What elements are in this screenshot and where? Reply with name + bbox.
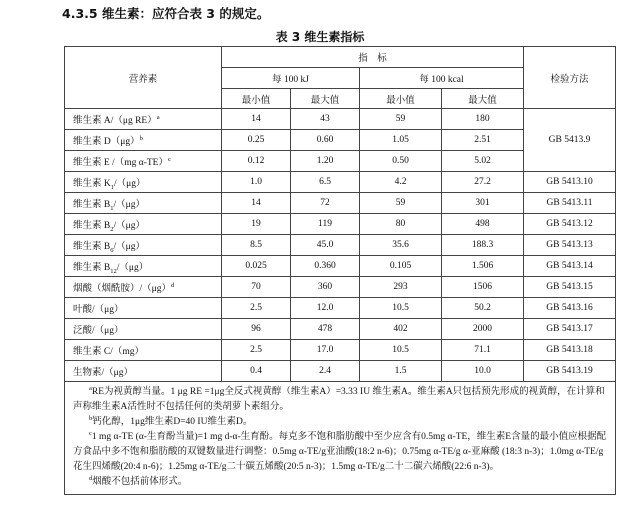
footnote-c: $^c$1 mg α-TE (α-生育酚当量)=1 mg d-α-生育酚。每克多不饱和脂肪酸中至少应含有0.5mg α-TE，维生素E含量的最小值应根据配方食品中多不饱和脂肪酸的双键数量进行调整：0.5mg α-TE/g亚油酸(18:2 n-6)；0.75mg α-TE/g α-亚麻酸 (18:3 n-3)；1.0mg α-TE/g花生四烯酸(20:4 n-6)；1.25mg α-TE/g二十碳五烯酸(20:5 n-3)；1.5mg α-TE/g二十二碳六烯酸(22:6 n-3)。	[73, 429, 607, 472]
kj-max-value: 119	[291, 214, 360, 235]
test-method: GB 5413.19	[524, 361, 616, 382]
kj-min-value: 0.25	[222, 130, 291, 151]
table-row	[65, 172, 616, 193]
kcal-max-value: 10.0	[442, 361, 524, 382]
nutrient-name: 维生素 $B_2/(\mu g)$	[65, 214, 222, 235]
kj-min-value: 2.5	[222, 340, 291, 361]
kcal-max-value: 5.02	[442, 151, 524, 172]
footnote-d: $^d$烟酸不包括前体形式。	[89, 474, 188, 487]
table-footnotes	[65, 382, 616, 495]
kj-min-value: 14	[222, 109, 291, 130]
nutrient-name: 叶酸/（μg）	[65, 298, 222, 319]
test-method: GB 5413.13	[524, 235, 616, 256]
kcal-max-value: 188.3	[442, 235, 524, 256]
test-method: GB 5413.15	[524, 277, 616, 298]
table-caption: 表 3 维生素指标	[275, 30, 365, 44]
kcal-max-value: 1506	[442, 277, 524, 298]
kj-max-value: 0.360	[291, 256, 360, 277]
header-indicator: 指 标	[222, 47, 524, 68]
header-nutrient: 营养素	[65, 47, 222, 109]
test-method: GB 5413.18	[524, 340, 616, 361]
kcal-min-value: 0.50	[360, 151, 442, 172]
kj-max-value: 72	[291, 193, 360, 214]
table-body	[65, 109, 616, 382]
footnote-b: $^b$钙化醇，1μg维生素D=40 IU维生素D。	[89, 414, 253, 427]
kj-max-value: 45.0	[291, 235, 360, 256]
kcal-min-value: 0.105	[360, 256, 442, 277]
test-method: GB 5413.9	[524, 109, 616, 172]
kcal-min-value: 10.5	[360, 340, 442, 361]
kj-min-value: 2.5	[222, 298, 291, 319]
nutrient-name: 维生素 C/（mg）	[65, 340, 222, 361]
kcal-max-value: 71.1	[442, 340, 524, 361]
table-row	[65, 214, 616, 235]
kj-min-value: 0.12	[222, 151, 291, 172]
kj-min-value: 1.0	[222, 172, 291, 193]
kcal-max-value: 1.506	[442, 256, 524, 277]
kcal-max-value: 180	[442, 109, 524, 130]
kcal-min-value: 293	[360, 277, 442, 298]
section-heading: 4.3.5 维生素：应符合表 3 的规定。	[62, 6, 270, 21]
kj-min-value: 0.4	[222, 361, 291, 382]
nutrient-name: 维生素 $K_1/(\mu g)$	[65, 172, 222, 193]
kcal-max-value: 27.2	[442, 172, 524, 193]
kj-max-value: 0.60	[291, 130, 360, 151]
kj-max-value: 478	[291, 319, 360, 340]
header-kj-min: 最小值	[222, 89, 291, 109]
kj-max-value: 12.0	[291, 298, 360, 319]
kj-min-value: 0.025	[222, 256, 291, 277]
kcal-min-value: 80	[360, 214, 442, 235]
kcal-min-value: 35.6	[360, 235, 442, 256]
header-method: 检验方法	[524, 47, 616, 109]
nutrient-name: 生物素/（μg）	[65, 361, 222, 382]
kcal-max-value: 2000	[442, 319, 524, 340]
nutrient-name: 维生素 $D(\mu g)^b$	[65, 130, 222, 151]
kcal-min-value: 10.5	[360, 298, 442, 319]
kcal-min-value: 402	[360, 319, 442, 340]
kj-min-value: 19	[222, 214, 291, 235]
kcal-min-value: 1.5	[360, 361, 442, 382]
test-method: GB 5413.10	[524, 172, 616, 193]
table-row	[65, 256, 616, 277]
table-row	[65, 298, 616, 319]
kcal-max-value: 301	[442, 193, 524, 214]
kj-min-value: 8.5	[222, 235, 291, 256]
table-row	[65, 361, 616, 382]
nutrient-name: 维生素 E /（mg α-TE）$^c$	[65, 151, 222, 172]
kj-min-value: 96	[222, 319, 291, 340]
nutrient-name: 泛酸/（μg）	[65, 319, 222, 340]
kcal-max-value: 498	[442, 214, 524, 235]
kj-max-value: 6.5	[291, 172, 360, 193]
nutrient-name: 维生素 $B_{12}/(\mu g)$	[65, 256, 222, 277]
test-method: GB 5413.12	[524, 214, 616, 235]
table-row	[65, 193, 616, 214]
kj-min-value: 14	[222, 193, 291, 214]
vitamin-table	[64, 46, 616, 495]
nutrient-name: 烟酸（烟酰胺）$/(\mu g)^d$	[65, 277, 222, 298]
header-per-100kj: 每 100 kJ	[222, 68, 360, 89]
table-row	[65, 235, 616, 256]
header-kcal-max: 最大值	[442, 89, 524, 109]
kcal-min-value: 59	[360, 193, 442, 214]
kj-max-value: 43	[291, 109, 360, 130]
header-kj-max: 最大值	[291, 89, 360, 109]
kcal-max-value: 50.2	[442, 298, 524, 319]
table-row	[65, 109, 616, 130]
kj-max-value: 17.0	[291, 340, 360, 361]
test-method: GB 5413.11	[524, 193, 616, 214]
nutrient-name: 维生素 A/（μg RE）$^a$	[65, 109, 222, 130]
nutrient-name: 维生素 $B_1/(\mu g)$	[65, 193, 222, 214]
table-row	[65, 277, 616, 298]
kcal-max-value: 2.51	[442, 130, 524, 151]
footnote-a: $^a$RE为视黄醇当量。1 μg RE =1μg全反式视黄醇（维生素A）=3.33 IU 维生素A。维生素A只包括预先形成的视黄醇，在计算和声称维生素A活性时不包括任何的类胡萝卜素组分。	[73, 384, 605, 412]
nutrient-name: 维生素 $B_6/(\mu g)$	[65, 235, 222, 256]
kcal-min-value: 4.2	[360, 172, 442, 193]
table-row	[65, 340, 616, 361]
header-per-100kcal: 每 100 kcal	[360, 68, 524, 89]
kj-max-value: 2.4	[291, 361, 360, 382]
kj-max-value: 360	[291, 277, 360, 298]
kcal-min-value: 1.05	[360, 130, 442, 151]
header-kcal-min: 最小值	[360, 89, 442, 109]
kj-max-value: 1.20	[291, 151, 360, 172]
test-method: GB 5413.14	[524, 256, 616, 277]
test-method: GB 5413.16	[524, 298, 616, 319]
table-row	[65, 319, 616, 340]
test-method: GB 5413.17	[524, 319, 616, 340]
kcal-min-value: 59	[360, 109, 442, 130]
kj-min-value: 70	[222, 277, 291, 298]
